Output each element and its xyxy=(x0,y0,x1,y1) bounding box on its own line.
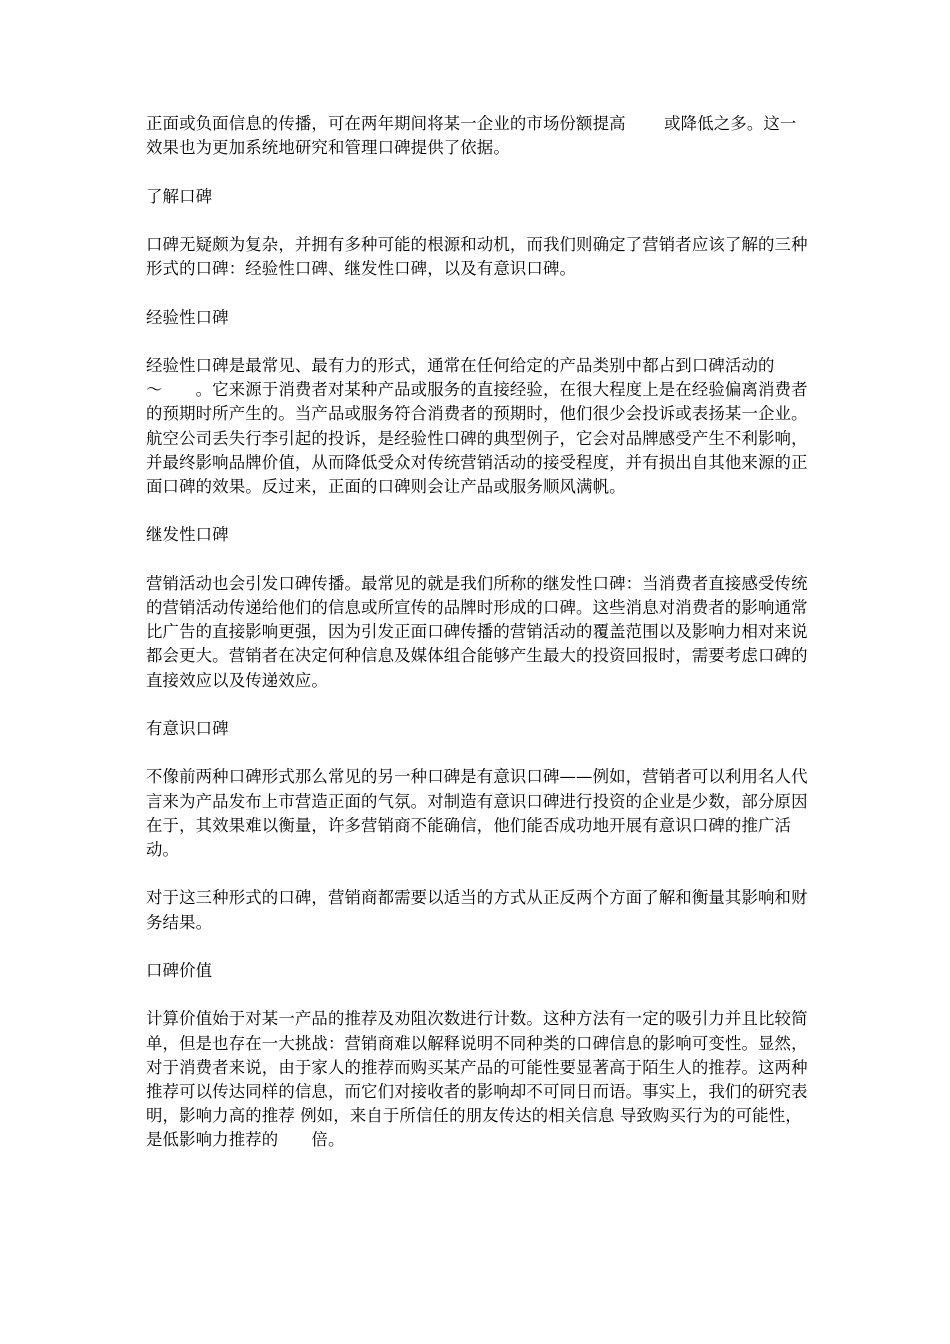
experiential-paragraph: 经验性口碑是最常见、最有力的形式，通常在任何给定的产品类别中都占到口碑活动的 ～ 。它来源于消费者对某种产品或服务的直接经验，在很大程度上是在经验偏离消费者的预期时所产生的。当产品或服务符合消费者的预期时，他们很少会投诉或表扬某一企业。 航空公司丢失行李引起的投诉，是经验性口碑的典型例子，它会对品牌感受产生不利影响，并最终影响品牌价值，从而降低受众对传统营销活动的接受程度，并有损出自其他来源的正面口碑的效果。反过来，正面的口碑则会让产品或服务顺风满帆。 xyxy=(146,355,813,496)
section-heading-experiential: 经验性口碑 xyxy=(146,307,229,327)
consequential-paragraph: 营销活动也会引发口碑传播。最常见的就是我们所称的继发性口碑：当消费者直接感受传统的营销活动传递给他们的信息或所宣传的品牌时形成的口碑。这些消息对消费者的影响通常比广告的直接影响更强，因为引发正面口碑传播的营销活动的覆盖范围以及影响力相对来说都会更大。营销者在决定何种信息及媒体组合能够产生最大的投资回报时，需要考虑口碑的直接效应以及传递效应。 xyxy=(146,573,808,690)
document-page xyxy=(146,112,813,1177)
section-heading-understanding: 了解口碑 xyxy=(146,186,213,206)
intentional-paragraph: 不像前两种口碑形式那么常见的另一种口碑是有意识口碑——例如，营销者可以利用名人代言来为产品发布上市营造正面的气氛。对制造有意识口碑进行投资的企业是少数，部分原因在于，其效果难以衡量，许多营销商不能确信，他们能否成功地开展有意识口碑的推广活动。 xyxy=(146,767,808,859)
understanding-paragraph: 口碑无疑颇为复杂，并拥有多种可能的根源和动机，而我们则确定了营销者应该了解的三种形式的口碑：经验性口碑、继发性口碑，以及有意识口碑。 xyxy=(146,234,808,279)
summary-paragraph: 对于这三种形式的口碑，营销商都需要以适当的方式从正反两个方面了解和衡量其影响和财务结果。 xyxy=(146,888,808,932)
intro-paragraph: 正面或负面信息的传播，可在两年期间将某一企业的市场份额提高 或降低之多。这一效果也为更加系统地研究和管理口碑提供了依据。 xyxy=(146,114,797,158)
section-heading-consequential: 继发性口碑 xyxy=(146,525,229,545)
value-paragraph: 计算价值始于对某一产品的推荐及劝阻次数进行计数。这种方法有一定的吸引力并且比较简单，但是也存在一大挑战：营销商难以解释说明不同种类的口碑信息的影响可变性。显然，对于消费者来说，由于家人的推荐而购买某产品的可能性要显著高于陌生人的推荐。这两种推荐可以传达同样的信息，而它们对接收者的影响却不可同日而语。事实上，我们的研究表明，影响力高的推荐 例如，来自于所信任的朋友传达的相关信息 导致购买行为的可能性，是低影响力推荐的 倍。 xyxy=(146,1009,808,1150)
section-heading-value: 口碑价值 xyxy=(146,960,213,980)
section-heading-intentional: 有意识口碑 xyxy=(146,718,229,738)
